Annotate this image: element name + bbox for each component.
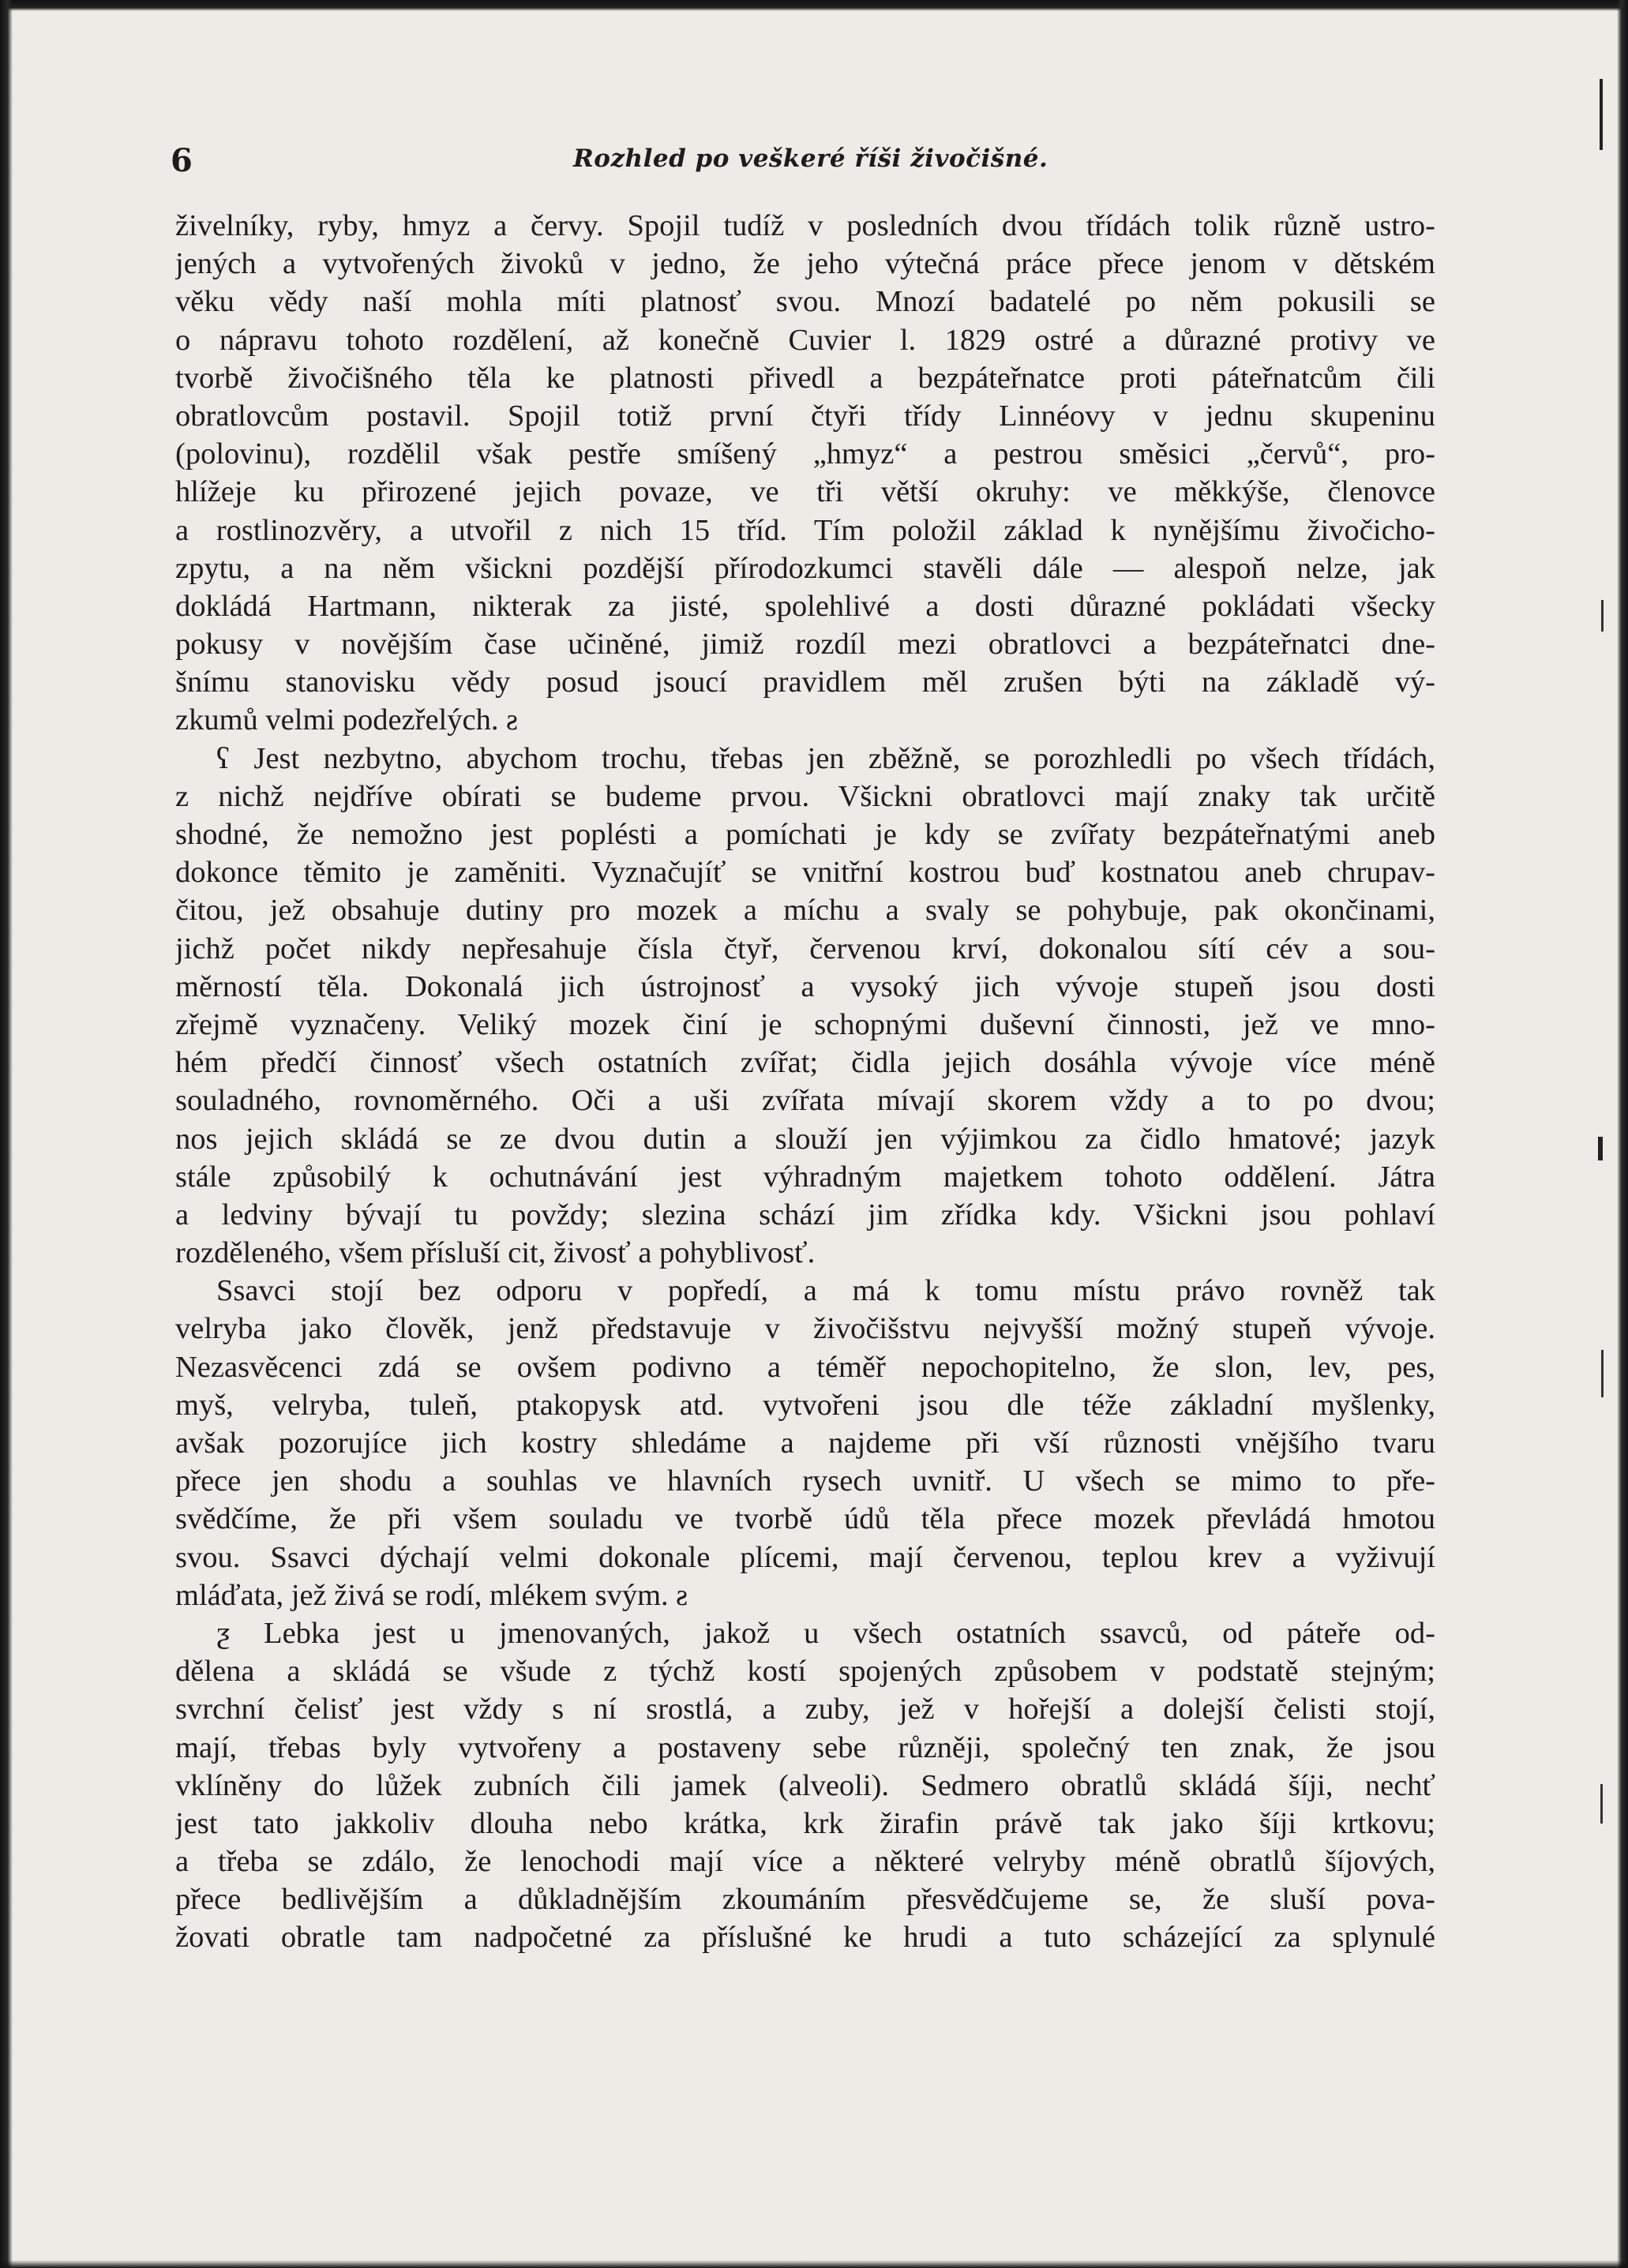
text-line: zkumů velmi podezřelých. ƨ bbox=[175, 703, 519, 737]
text-line: jených a vytvořených živoků v jedno, že jeho výtečná práce přece jenom v dětském bbox=[175, 247, 1435, 281]
text-line: dělena a skládá se všude z týchž kostí spojených způsobem v podstatě stejným; bbox=[175, 1655, 1435, 1689]
scan-edge-right bbox=[1617, 0, 1628, 2268]
text-line: šnímu stanovisku vědy posud jsoucí pravidlem měl zrušen býti na základě vý- bbox=[175, 665, 1435, 699]
text-line: hém předčí činnosť všech ostatních zvířat; čidla jejich dosáhla vývoje více méně bbox=[175, 1046, 1435, 1080]
paragraph bbox=[175, 207, 1435, 740]
text-line: (polovinu), rozdělil však pestře smíšený „hmyz“ a pestrou směsici „červů“, pro- bbox=[175, 437, 1435, 471]
text-line: o nápravu tohoto rozdělení, až konečně Cuvier l. 1829 ostré a důrazné protivy ve bbox=[175, 323, 1435, 357]
text-line: ƺ Lebka jest u jmenovaných, jakož u všech ostatních ssavců, od páteře od- bbox=[216, 1616, 1435, 1650]
text-line: živelníky, ryby, hmyz a červy. Spojil tudíž v posledních dvou třídách tolik různě ustro- bbox=[175, 209, 1435, 242]
text-line: hlížeje ku přirozené jejich povaze, ve tři větší okruhy: ve měkkýše, členovce bbox=[175, 475, 1435, 509]
text-line: zpytu, a na něm všickni pozdější přírodozkumci stavěli dále — alespoň nelze, jak bbox=[175, 551, 1435, 585]
text-line: žovati obratle tam nadpočetné za příslušné ke hrudi a tuto scházející za splynulé bbox=[175, 1921, 1435, 1955]
page-number: 6 bbox=[171, 142, 193, 179]
text-line: pokusy v novějším čase učiněné, jimiž rozdíl mezi obratlovci a bezpáteřnatci dne- bbox=[175, 628, 1435, 662]
text-line: čitou, jež obsahuje dutiny pro mozek a míchu a svaly se pohybuje, pak okončinami, bbox=[175, 894, 1435, 928]
text-line: mají, třebas byly vytvořeny a postaveny sebe různěji, společný ten znak, že jsou bbox=[175, 1730, 1435, 1764]
text-line: jichž počet nikdy nepřesahuje čísla čtyř, červenou krví, dokonalou sítí cév a sou- bbox=[175, 932, 1435, 965]
text-line: Ssavci stojí bez odporu v popředí, a má k tomu místu právo rovněž tak bbox=[216, 1274, 1435, 1308]
scan-edge-top bbox=[0, 0, 1628, 11]
text-line: velryba jako člověk, jenž představuje v živočišstvu nejvyšší možný stupeň vývoje. bbox=[175, 1312, 1435, 1346]
text-line: avšak pozorujíce jich kostry shledáme a najdeme při vší různosti vnějšího tvaru bbox=[175, 1426, 1435, 1460]
margin-binding-marks bbox=[1595, 47, 1612, 2179]
text-line: jest tato jakkoliv dlouha nebo krátka, krk žirafin právě tak jako šíji krtkovu; bbox=[175, 1806, 1435, 1840]
text-line: a ledviny bývají tu povždy; slezina schází jim zřídka kdy. Všickni jsou pohlaví bbox=[175, 1198, 1435, 1231]
text-line: z nichž nejdříve obírati se budeme prvou. Všickni obratlovci mají znaky tak určitě bbox=[175, 779, 1435, 813]
text-line: myš, velryba, tuleň, ptakopysk atd. vytvořeni jsou dle téže základní myšlenky, bbox=[175, 1388, 1435, 1422]
text-line: svrchní čelisť jest vždy s ní srostlá, a zuby, jež v hořejší a dolejší čelisti stojí, bbox=[175, 1693, 1435, 1726]
text-line: shodné, že nemožno jest poplésti a pomíchati je kdy se zvířaty bezpáteřnatými aneb bbox=[175, 818, 1435, 851]
text-line: dokonce těmito je zaměniti. Vyznačujíť se vnitřní kostrou buď kostnatou aneb chrupav- bbox=[175, 856, 1435, 890]
running-head: Rozhled po veškeré říši živočišné. bbox=[573, 144, 1048, 173]
paragraph bbox=[175, 1272, 1435, 1614]
text-line: stále způsobilý k ochutnávání jest výhradným majetkem tohoto oddělení. Játra bbox=[175, 1160, 1435, 1194]
text-line: a rostlinozvěry, a utvořil z nich 15 tříd. Tím položil základ k nynějšímu živočicho- bbox=[175, 513, 1435, 547]
text-line: vklíněny do lůžek zubních čili jamek (alveoli). Sedmero obratlů skládá šíji, nechť bbox=[175, 1768, 1435, 1802]
text-line: zřejmě vyznačeny. Veliký mozek činí je schopnými duševní činnosti, jež ve mno- bbox=[175, 1007, 1435, 1041]
text-line: Nezasvěcenci zdá se ovšem podivno a téměř nepochopitelno, že slon, lev, pes, bbox=[175, 1350, 1435, 1384]
text-line: ʕ Jest nezbytno, abychom trochu, třebas jen zběžně, se porozhledli po všech třídách, bbox=[216, 741, 1435, 775]
body-text bbox=[175, 207, 1435, 1957]
text-line: souladného, rovnoměrného. Oči a uši zvířata mívají skorem vždy a to po dvou; bbox=[175, 1084, 1435, 1118]
scan-edge-bottom bbox=[0, 2260, 1628, 2268]
text-line: měrností těla. Dokonalá jich ústrojnosť a vysoký jich vývoje stupeň jsou dosti bbox=[175, 969, 1435, 1003]
text-line: svědčíme, že při všem souladu ve tvorbě údů těla přece mozek převládá hmotou bbox=[175, 1502, 1435, 1536]
text-line: nos jejich skládá se ze dvou dutin a slouží jen výjimkou za čidlo hmatové; jazyk bbox=[175, 1122, 1435, 1156]
text-line: věku vědy naší mohla míti platnosť svou. Mnozí badatelé po něm pokusili se bbox=[175, 285, 1435, 319]
text-line: přece bedlivějším a důkladnějším zkoumáním přesvědčujeme se, že sluší pova- bbox=[175, 1883, 1435, 1917]
text-line: dokládá Hartmann, nikterak za jisté, spolehlivé a dosti důrazné pokládati všecky bbox=[175, 589, 1435, 623]
scan-edge-left bbox=[0, 0, 13, 2268]
text-line: tvorbě živočišného těla ke platnosti přivedl a bezpáteřnatce proti páteřnatcům čili bbox=[175, 361, 1435, 395]
text-line: a třeba se zdálo, že lenochodi mají více a některé velryby méně obratlů šíjových, bbox=[175, 1845, 1435, 1879]
text-line: svou. Ssavci dýchají velmi dokonale plícemi, mají červenou, teplou krev a vyživují bbox=[175, 1540, 1435, 1574]
text-line: mláďata, jež živá se rodí, mlékem svým. ƨ bbox=[175, 1578, 688, 1612]
paragraph bbox=[175, 740, 1435, 1273]
paragraph bbox=[175, 1614, 1435, 1957]
text-line: přece jen shodu a souhlas ve hlavních rysech uvnitř. U všech se mimo to pře- bbox=[175, 1464, 1435, 1498]
text-line: rozděleného, všem přísluší cit, živosť a pohyblivosť. bbox=[175, 1236, 816, 1270]
text-line: obratlovcům postavil. Spojil totiž první čtyři třídy Linnéovy v jednu skupeninu bbox=[175, 399, 1435, 433]
